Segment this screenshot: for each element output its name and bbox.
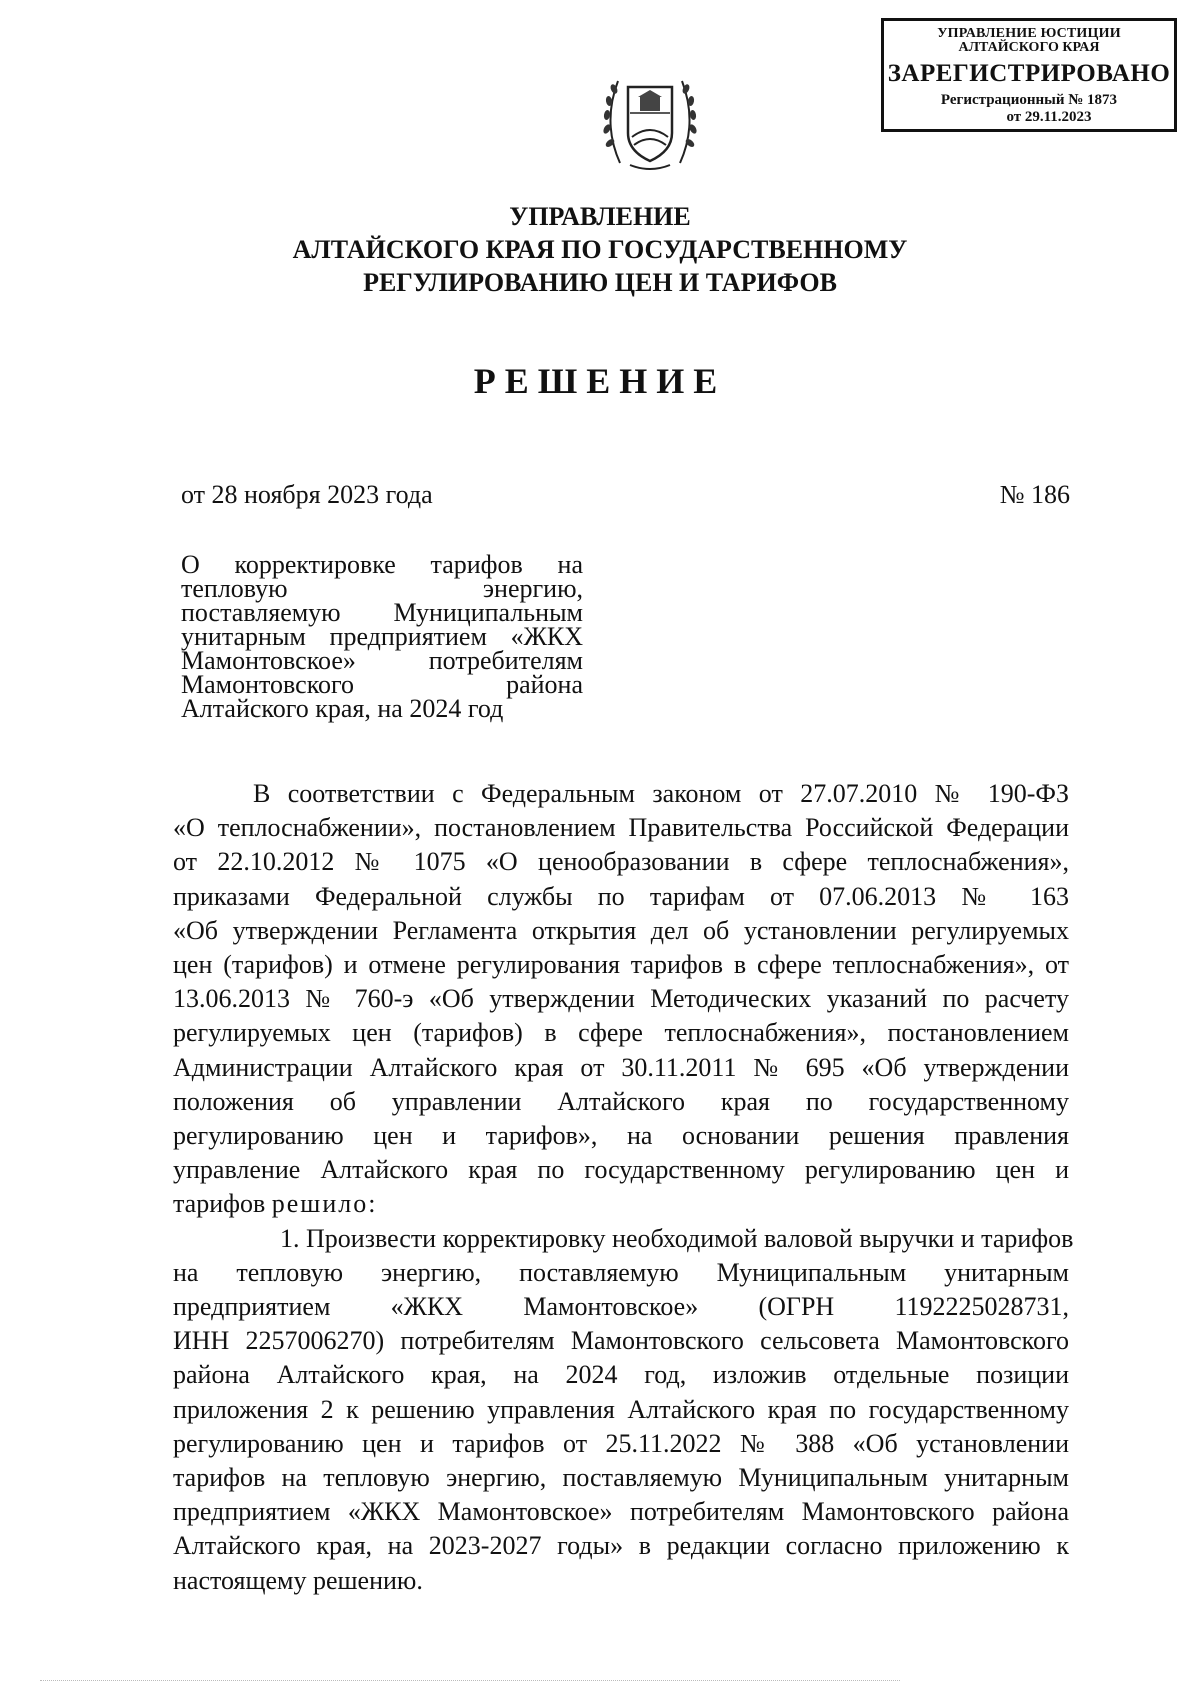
item1-line: регулированию цен и тарифов от 25.11.2022 № 388 «Об установлении — [173, 1428, 1069, 1458]
item1-line: тарифов на тепловую энергию, поставляемую Муниципальным унитарным — [173, 1463, 1069, 1493]
registration-stamp — [881, 18, 1177, 132]
preamble-line: цен (тарифов) и отмене регулирования тарифов в сфере теплоснабжения», от — [173, 950, 1069, 980]
stamp-reg-number: Регистрационный № 1873 — [940, 92, 1118, 108]
preamble-line: 13.06.2013 № 760-э «Об утверждении Методических указаний по расчету — [173, 984, 1069, 1014]
subject-line: поставляемую Муниципальным — [181, 598, 583, 627]
preamble-line: В соответствии с Федеральным законом от 27.07.2010 № 190-ФЗ — [253, 779, 1069, 808]
subject-line: Мамонтовское» потребителям — [181, 646, 583, 675]
preamble-line: приказами Федеральной службы по тарифам от 07.06.2013 № 163 — [173, 881, 1069, 911]
item1-line: 1. Произвести корректировку необходимой валовой выручки и тарифов — [280, 1223, 1074, 1253]
subject-line: О корректировке тарифов на — [181, 550, 583, 579]
subject-line: тепловую энергию, — [181, 574, 583, 603]
subject-line: Алтайского края, на 2024 год — [181, 694, 504, 723]
subject-line: Мамонтовского района — [181, 670, 583, 699]
document-subject — [181, 550, 583, 723]
preamble-last-prefix: тарифов — [173, 1189, 272, 1219]
preamble-line: от 22.10.2012 № 1075 «О ценообразовании в сфере теплоснабжения», — [173, 847, 1069, 877]
scan-edge-divider — [40, 1680, 900, 1681]
org-line-1: УПРАВЛЕНИЕ — [509, 202, 691, 231]
preamble-line: Администрации Алтайского края от 30.11.2011 № 695 «Об утверждении — [173, 1052, 1069, 1082]
document-date: от 28 ноября 2023 года — [181, 480, 433, 509]
preamble-line: положения об управлении Алтайского края по государственному — [173, 1086, 1069, 1116]
stamp-line-2: АЛТАЙСКОГО КРАЯ — [958, 40, 1100, 55]
preamble-last-line — [173, 1187, 1069, 1221]
organization-header — [200, 200, 1000, 299]
preamble-line: «О теплоснабжении», постановлением Правительства Российской Федерации — [173, 813, 1069, 843]
item1-line: Алтайского края, на 2023-2027 годы» в редакции согласно приложению к — [173, 1531, 1069, 1561]
document-type-title: РЕШЕНИЕ — [473, 361, 727, 401]
preamble-line: управление Алтайского края по государственному регулированию цен и — [173, 1155, 1069, 1185]
item1-line: предприятием «ЖКХ Мамонтовское» (ОГРН 1192225028731, — [173, 1292, 1069, 1322]
document-number: № 186 — [999, 480, 1070, 509]
document-body — [173, 777, 1074, 1598]
decided-word: решило: — [271, 1189, 378, 1219]
subject-line: унитарным предприятием «ЖКХ — [181, 622, 583, 651]
preamble-line: регулируемых цен (тарифов) в сфере теплоснабжения», постановлением — [173, 1018, 1069, 1048]
item1-line: приложения 2 к решению управления Алтайского края по государственному — [173, 1394, 1069, 1424]
org-line-3: РЕГУЛИРОВАНИЮ ЦЕН И ТАРИФОВ — [363, 268, 837, 297]
item1-line: ИНН 2257006270) потребителям Мамонтовского сельсовета Мамонтовского — [173, 1326, 1069, 1356]
item1-line: на тепловую энергию, поставляемую Муниципальным унитарным — [173, 1257, 1069, 1287]
item1-line: района Алтайского края, на 2024 год, изложив отдельные позиции — [173, 1360, 1069, 1390]
item1-line: настоящему решению. — [173, 1565, 423, 1595]
stamp-reg-date: от 29.11.2023 — [1006, 109, 1092, 125]
org-line-2: АЛТАЙСКОГО КРАЯ ПО ГОСУДАРСТВЕННОМУ — [292, 235, 908, 264]
item1-line: предприятием «ЖКХ Мамонтовское» потребителям Мамонтовского района — [173, 1497, 1069, 1527]
coat-of-arms-icon — [600, 63, 700, 173]
preamble-line: регулированию цен и тарифов», на основании решения правления — [173, 1121, 1069, 1151]
stamp-line-1: УПРАВЛЕНИЕ ЮСТИЦИИ — [937, 26, 1121, 41]
preamble-line: «Об утверждении Регламента открытия дел об установлении регулируемых — [173, 915, 1069, 945]
stamp-status: ЗАРЕГИСТРИРОВАНО — [887, 60, 1171, 87]
